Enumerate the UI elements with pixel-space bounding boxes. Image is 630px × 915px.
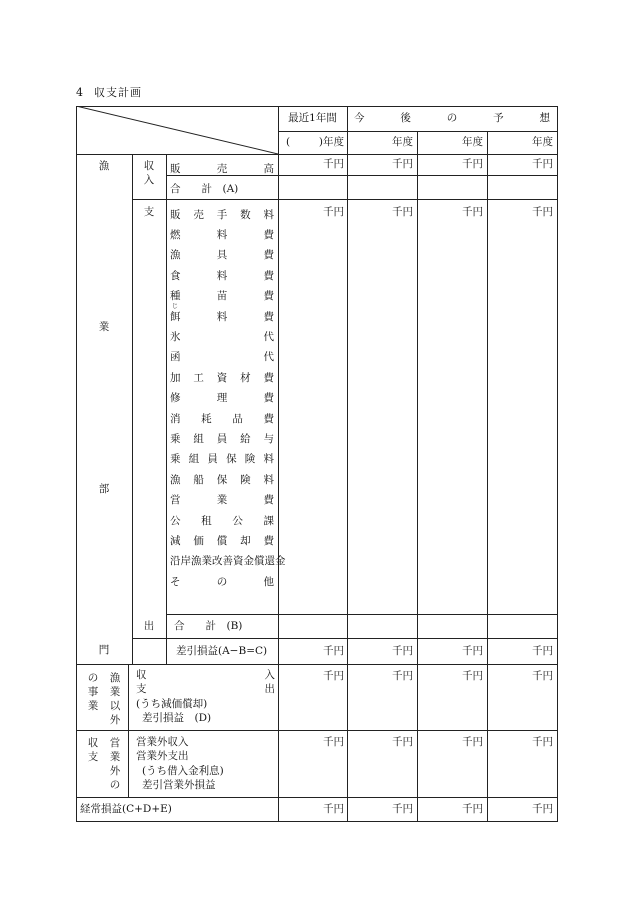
- unit-label: 千円: [392, 736, 413, 748]
- expense-item: 燃 料 費: [170, 229, 274, 242]
- row-line-nonop: [76, 797, 557, 798]
- unit-label: 千円: [323, 736, 344, 748]
- expense-total-label: 合 計 (B): [174, 620, 243, 632]
- sales-label: 販 売 高: [170, 162, 274, 175]
- unit-label: 千円: [392, 158, 413, 170]
- expense-item: 減 価 償 却 費: [170, 534, 274, 547]
- recent-year-paren: (: [286, 136, 291, 148]
- diff-label: 差引損益(A−B=C): [176, 645, 268, 657]
- unit-label: 千円: [462, 803, 483, 815]
- expense-item: 沿 岸 漁 業 改 善 資 金 償 還 金: [170, 555, 286, 568]
- unit-label: 千円: [323, 670, 344, 682]
- fishery-label-4: 門: [98, 644, 110, 656]
- unit-label: 千円: [323, 803, 344, 815]
- future-forecast-label: 今 後 の 予 想: [354, 112, 550, 124]
- expense-item: 食 料 費: [170, 269, 274, 282]
- unit-label: 千円: [323, 158, 344, 170]
- section-number: 4: [76, 86, 84, 99]
- expense-item: 漁 船 保 険 料: [170, 473, 274, 486]
- recent-year-suffix: )年度: [318, 136, 344, 148]
- unit-label: 千円: [462, 670, 483, 682]
- section-title: 収支計画: [94, 86, 142, 99]
- unit-label: 千円: [532, 206, 553, 218]
- other-business-rows: 収 入 支 出 (うち減価償却) 差引損益 (D): [136, 668, 275, 725]
- expense-item: 漁 具 費: [170, 249, 274, 262]
- expense-item: 餌 料 費 じ: [170, 302, 274, 323]
- row-line-income-total: [132, 199, 557, 200]
- expense-item: 消 耗 品 費: [170, 412, 274, 425]
- unit-label: 千円: [323, 645, 344, 657]
- expense-item: 種 苗 費: [170, 290, 274, 303]
- expense-label-bottom: 出: [143, 620, 155, 632]
- income-total-label: 合 計 (A): [170, 183, 239, 195]
- unit-label: 千円: [532, 645, 553, 657]
- col-line-4: [487, 131, 488, 821]
- unit-label: 千円: [392, 645, 413, 657]
- fishery-label-2: 業: [98, 321, 110, 333]
- unit-label: 千円: [462, 206, 483, 218]
- expense-item: 販 売 手 数 料: [170, 208, 274, 221]
- row-line-expense-items: [166, 614, 557, 615]
- expense-item: 氷 代: [170, 331, 274, 344]
- non-operating-rows: 営業外収入 営業外支出 (うち借入金利息) 差引営業外損益: [136, 735, 224, 792]
- unit-label: 千円: [532, 803, 553, 815]
- border-right: [557, 106, 558, 822]
- income-label-2: 入: [143, 174, 155, 186]
- left-col-line-a: [132, 154, 133, 664]
- income-label-1: 収: [143, 160, 155, 172]
- unit-label: 千円: [532, 736, 553, 748]
- unit-label: 千円: [462, 736, 483, 748]
- fishery-label-3: 部: [98, 483, 110, 495]
- unit-label: 千円: [532, 158, 553, 170]
- row-line-diff: [76, 664, 557, 665]
- unit-label: 千円: [392, 670, 413, 682]
- expense-item: 修 理 費: [170, 392, 274, 405]
- unit-label: 千円: [532, 670, 553, 682]
- unit-label: 千円: [462, 645, 483, 657]
- fishery-label-1: 漁: [98, 160, 110, 172]
- year-label-2: 年度: [462, 136, 483, 148]
- non-operating-label: 収 支 営 業 外 の: [87, 737, 121, 791]
- header-diagonal: [76, 106, 278, 154]
- year-label-3: 年度: [532, 136, 553, 148]
- expense-label-top: 支: [143, 206, 155, 218]
- left-col-line-b: [166, 154, 167, 664]
- income-expense-table: [76, 106, 557, 821]
- unit-label: 千円: [392, 803, 413, 815]
- header-bottom-line: [76, 154, 557, 155]
- section-heading: [76, 84, 152, 100]
- row-line-expense-total: [132, 638, 557, 639]
- unit-label: 千円: [323, 206, 344, 218]
- expense-item: 乗 組 員 保 険 料: [170, 453, 274, 466]
- ruby-annotation: じ: [172, 302, 179, 310]
- expense-item: 乗 組 員 給 与: [170, 432, 274, 445]
- expense-item: 加 工 資 材 費: [170, 371, 274, 384]
- expense-items: [170, 204, 286, 591]
- border-bottom: [76, 821, 557, 822]
- ordinary-profit-label: 経常損益(C+D+E): [80, 803, 172, 815]
- year-label-1: 年度: [392, 136, 413, 148]
- col-line-3: [417, 131, 418, 821]
- unit-label: 千円: [392, 206, 413, 218]
- other-business-label: の 事 業 漁 業 以 外: [87, 672, 121, 726]
- row-line-other: [76, 730, 557, 731]
- expense-item: 函 代: [170, 351, 274, 364]
- expense-item: そ の 他: [170, 575, 274, 588]
- border-left: [76, 106, 77, 821]
- recent-year-label: 最近1年間: [288, 112, 337, 124]
- unit-label: 千円: [462, 158, 483, 170]
- expense-item: 営 業 費: [170, 494, 274, 507]
- expense-item: 公 租 公 課: [170, 514, 274, 527]
